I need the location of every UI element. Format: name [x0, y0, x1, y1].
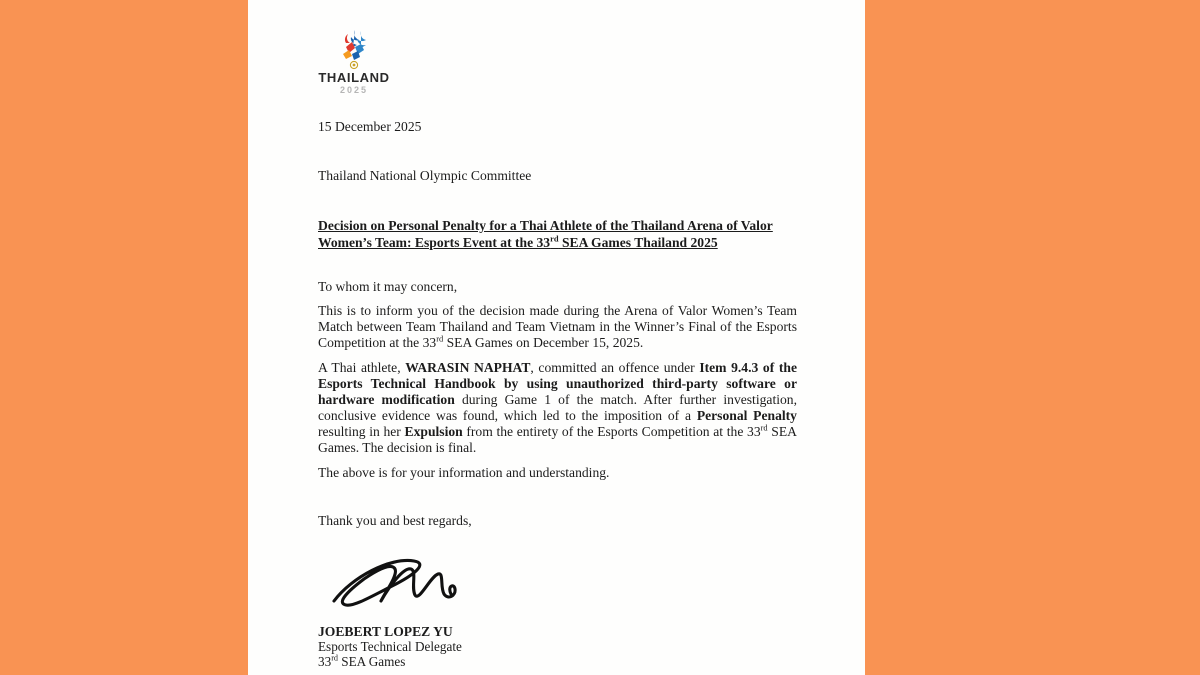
left-orange-band	[0, 0, 248, 675]
right-orange-band	[865, 0, 1200, 675]
letter-salutation: To whom it may concern,	[318, 279, 458, 294]
signer-name: JOEBERT LOPEZ YU	[318, 624, 453, 639]
sea-games-2025-logo	[308, 28, 400, 95]
signer-title: Esports Technical Delegate	[318, 639, 462, 654]
signer-organization: 33rd SEA Games	[318, 653, 406, 669]
letter-subject: Decision on Personal Penalty for a Thai Athlete of the Thailand Arena of Valor Women’s Team: Esports Event at the 33rd SEA Games Thailand 2025	[318, 218, 773, 250]
letter-closing-note: The above is for your information and understanding.	[318, 465, 610, 480]
letter-regards: Thank you and best regards,	[318, 513, 472, 528]
logo-title: THAILAND	[318, 70, 390, 85]
letter-paragraph-2: A Thai athlete, WARASIN NAPHAT, committed an offence under Item 9.4.3 of the Esports Technical Handbook by using unauthorized third-party software or hardware modification during Game 1 of the match. After further investigation, conclusive evidence was found, which led to the imposition of a Personal Penalty resulting in her Expulsion from the entirety of the Esports Competition at the 33rd SEA Games. The decision is final.	[318, 360, 797, 455]
signature-scribble-icon	[324, 551, 466, 611]
letter-page	[248, 0, 865, 675]
letter-recipient: Thailand National Olympic Committee	[318, 168, 532, 183]
letter-paragraph-1: This is to inform you of the decision made during the Arena of Valor Women’s Team Match between Team Thailand and Team Vietnam in the Winner’s Final of the Esports Competition at the 33rd SEA Games on December 15, 2025.	[318, 303, 797, 350]
sea-games-emblem-icon	[331, 28, 377, 70]
letter-date: 15 December 2025	[318, 119, 422, 134]
logo-year: 2025	[339, 85, 369, 95]
signature	[324, 551, 797, 616]
